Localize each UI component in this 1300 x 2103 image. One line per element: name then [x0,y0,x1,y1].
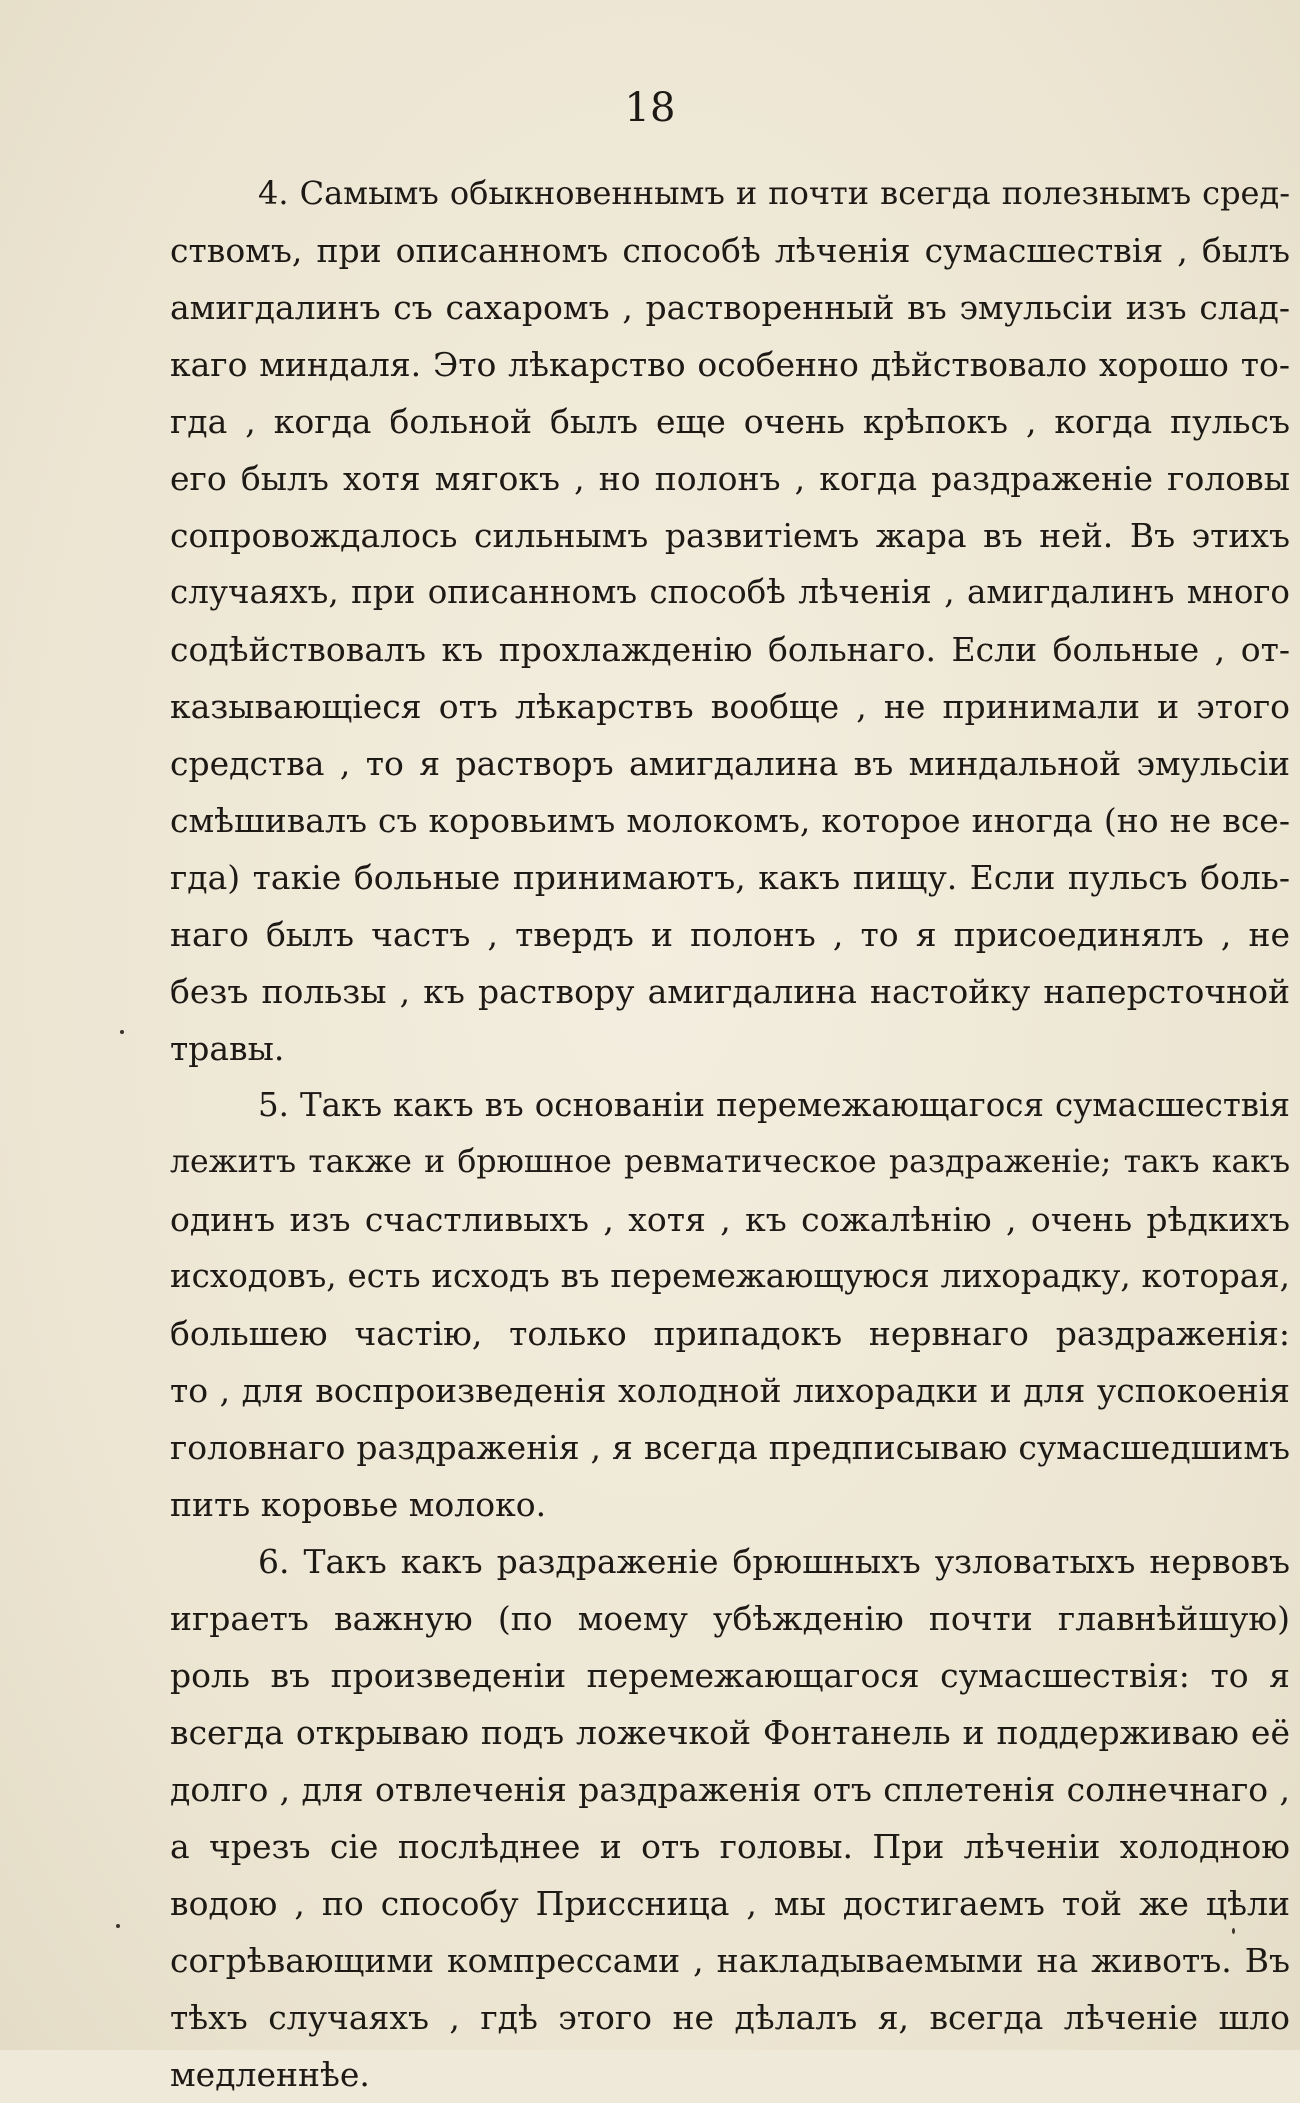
text-line: а чрезъ сіе послѣднее и отъ головы. При лѣченіи холодною [170,1827,1290,1866]
text-line: гда) такіе больные принимаютъ, какъ пищу. Если пульсъ боль- [170,858,1290,897]
text-line: пить коровье молоко. [170,1485,547,1524]
paragraph-4 [170,165,1290,1077]
text-line: 5. Такъ какъ въ основаніи перемежающагося сумасшествія [258,1086,1290,1124]
text-line: согрѣвающими компрессами , накладываемыми на животъ. Въ [170,1941,1290,1980]
ink-speck [1232,1928,1235,1934]
text-line: его былъ хотя мягокъ , но полонъ , когда раздраженіе головы [170,459,1290,498]
text-line: гда , когда больной былъ еще очень крѣпокъ , когда пульсъ [170,402,1290,441]
ink-speck [116,1924,120,1928]
text-line: казывающіеся отъ лѣкарствъ вообще , не принимали и этого [170,687,1290,726]
text-line: водою , по способу Приссница , мы достигаемъ той же цѣли [170,1884,1290,1923]
text-line: травы. [170,1029,285,1068]
text-line: случаяхъ, при описанномъ способѣ лѣченія , амигдалинъ много [170,573,1290,611]
text-line: 6. Такъ какъ раздраженіе брюшныхъ узловатыхъ нервовъ [258,1542,1290,1581]
text-line: наго былъ частъ , твердъ и полонъ , то я присоединялъ , не [170,915,1290,954]
text-line: исходовъ, есть исходъ въ перемежающуюся лихорадку, которая, [170,1257,1290,1295]
ink-speck [120,1030,124,1034]
text-line: то , для воспроизведенія холодной лихорадки и для успокоенія [170,1371,1290,1410]
text-line: одинъ изъ счастливыхъ , хотя , къ сожалѣнію , очень рѣдкихъ [170,1200,1290,1239]
text-line: играетъ важную (по моему убѣжденію почти главнѣйшую) [170,1599,1290,1638]
text-line: 4. Самымъ обыкновеннымъ и почти всегда полезнымъ сред- [258,174,1290,212]
text-line: медленнѣе. [170,2055,370,2094]
text-line: безъ пользы , къ раствору амигдалина настойку наперсточной [170,972,1290,1011]
text-line: каго миндаля. Это лѣкарство особенно дѣйствовало хорошо то- [170,345,1290,384]
text-line: ствомъ, при описанномъ способѣ лѣченія сумасшествія , былъ [170,231,1290,270]
text-line: лежитъ также и брюшное ревматическое раздраженіе; такъ какъ [170,1144,1290,1180]
text-line: тѣхъ случаяхъ , гдѣ этого не дѣлалъ я, всегда лѣченіе шло [170,1998,1290,2037]
text-line: смѣшивалъ съ коровьимъ молокомъ, которое иногда (но не все- [170,801,1290,840]
text-line: всегда открываю подъ ложечкой Фонтанель и поддерживаю её [170,1713,1290,1752]
page-number: 18 [624,85,676,131]
text-line: роль въ произведеніи перемежающагося сумасшествія: то я [170,1656,1290,1695]
paragraph-6 [170,1533,1290,2103]
text-line: амигдалинъ съ сахаромъ , растворенный въ эмульсіи изъ слад- [170,288,1290,327]
paragraph-5 [170,1077,1290,1533]
text-line: сопровождалось сильнымъ развитіемъ жара въ ней. Въ этихъ [170,516,1290,555]
text-line: головнаго раздраженія , я всегда предписываю сумасшедшимъ [170,1428,1290,1467]
text-line: содѣйствовалъ къ прохлажденію больнаго. Если больные , от- [170,630,1290,669]
page-text [170,165,1290,2103]
text-line: средства , то я растворъ амигдалина въ миндальной эмульсіи [170,744,1290,783]
text-line: большею частію, только припадокъ нервнаго раздраженія: [170,1314,1290,1353]
text-line: долго , для отвлеченія раздраженія отъ сплетенія солнечнаго , [170,1770,1290,1809]
